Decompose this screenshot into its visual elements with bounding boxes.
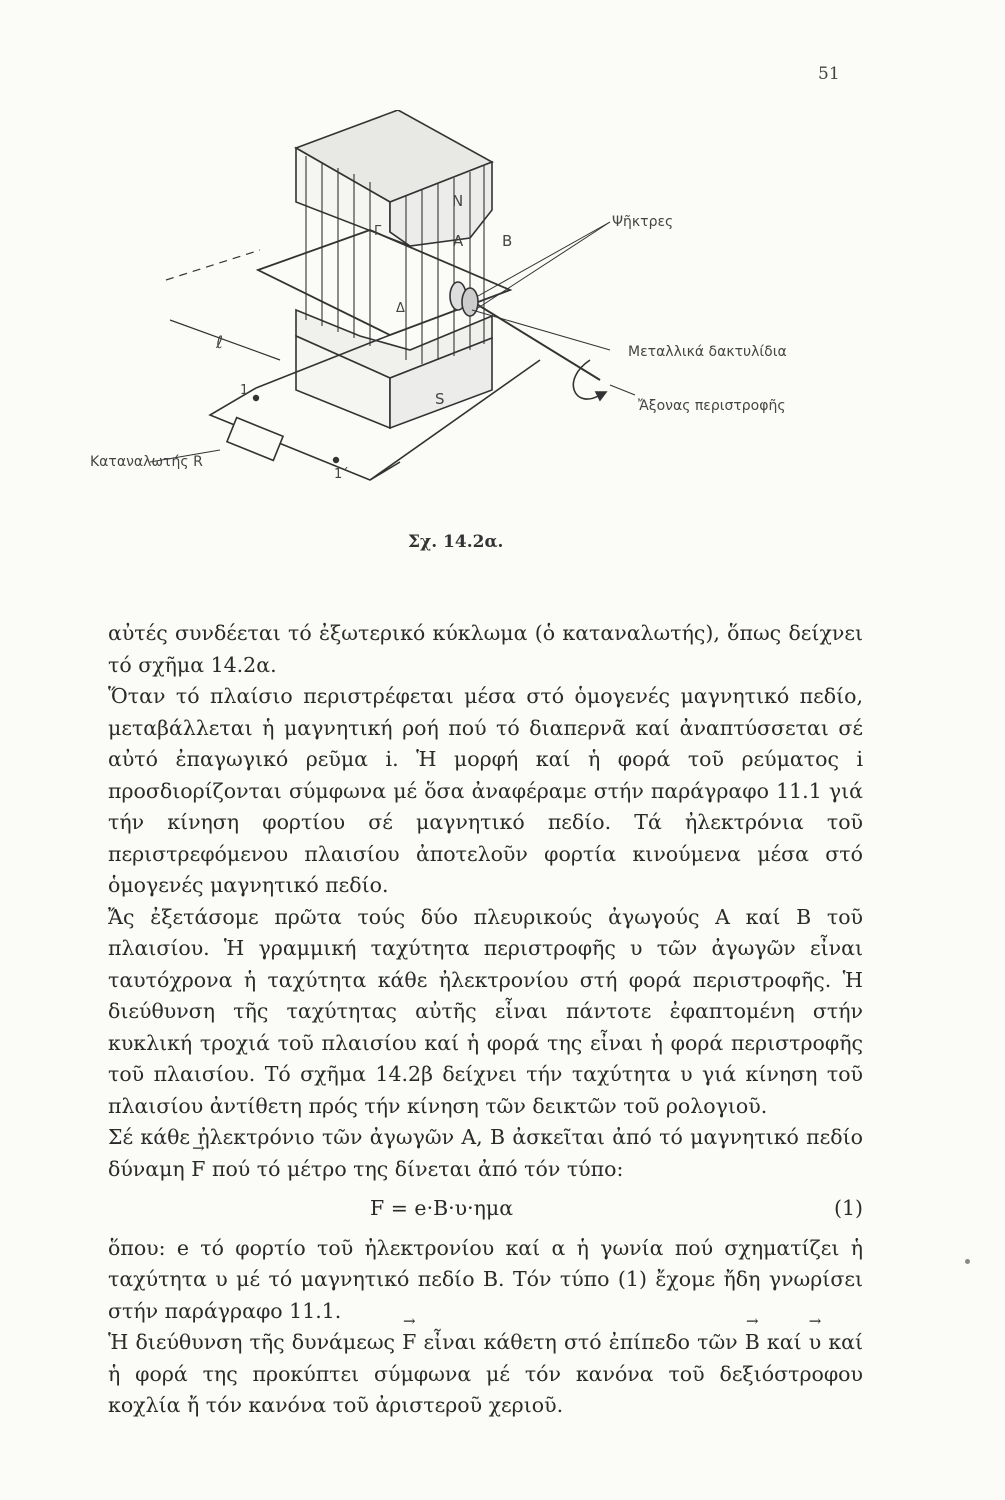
paragraph-5: ὅπου: e τό φορτίο τοῦ ἠλεκτρονίου καί α ἡ γωνία πού σχηματίζει ἡ ταχύτητα υ μέ τό μαγνητικό πεδίο Β. Τόν τύπο (1) ἔχομε ἤδη γνωρίσει στήν παράγραφο 11.1. xyxy=(108,1235,863,1323)
figure-caption: Σχ. 14.2α. xyxy=(408,532,504,552)
stray-mark xyxy=(965,1259,970,1264)
paragraph-4: Σέ κάθε ἠλεκτρόνιο τῶν ἀγωγῶν Α, Β ἀσκεῖται ἀπό τό μαγνητικό πεδίο δύναμη → F πού τό μέτρο της δίνεται ἀπό τόν τύπο: xyxy=(108,1122,863,1185)
generator-diagram xyxy=(70,110,870,530)
body-text xyxy=(108,618,863,1422)
vector-u: → υ xyxy=(809,1327,821,1359)
paragraph-2: Ὅταν τό πλαίσιο περιστρέφεται μέσα στό ὁμογενές μαγνητικό πεδίο, μεταβάλλεται ἡ μαγνητική ροή πού τό διαπερνᾶ καί ἀναπτύσσεται σέ αὐτό ἐπαγωγικό ρεῦμα i. Ἡ μορφή καί ἡ φορά τοῦ ρεύματος i προσδιορίζονται σύμφωνα μέ ὅσα ἀναφέραμε στήν παράγραφο 11.1 γιά τήν κίνηση φορτίου σέ μαγνητικό πεδίο. Τά ἠλεκτρόνια τοῦ περιστρεφόμενου πλαισίου ἀποτελοῦν φορτία κινούμενα μέσα στό ὁμογενές μαγνητικό πεδίο. xyxy=(108,684,863,897)
pole-n-label: N xyxy=(452,192,464,210)
terminal-1-dot xyxy=(253,395,259,401)
length-label: ℓ xyxy=(216,333,224,353)
terminal-1p-label: 1΄ xyxy=(334,467,349,482)
pole-s-label: S xyxy=(435,390,445,408)
conductor-b-label: B xyxy=(502,232,513,250)
formula-1 xyxy=(108,1193,863,1225)
terminal-1-label: 1 xyxy=(240,383,249,398)
slip-rings-label: Μεταλλικά δακτυλίδια xyxy=(628,344,787,360)
figure-generator xyxy=(70,110,870,530)
axis-label: Ἄξονας περιστροφῆς xyxy=(638,398,786,414)
vector-f: → F xyxy=(191,1154,205,1186)
vector-f-2: → F xyxy=(402,1327,416,1359)
conductor-g-label: Γ xyxy=(374,224,382,239)
load-resistor xyxy=(227,418,283,461)
conductor-d-label: Δ xyxy=(396,301,405,316)
brushes-label: Ψῆκτρες xyxy=(612,214,674,230)
formula-expression: F = e·B·υ·ημα xyxy=(370,1196,514,1220)
page-number: 51 xyxy=(818,64,840,84)
formula-number: (1) xyxy=(833,1196,863,1220)
paragraph-3: Ἄς ἐξετάσομε πρῶτα τούς δύο πλευρικούς ἀγωγούς Α καί Β τοῦ πλαισίου. Ἡ γραμμική ταχύτητα περιστροφῆς υ τῶν ἀγωγῶν εἶναι ταυτόχρονα ἡ ταχύτητα κάθε ἠλεκτρονίου στή φορά περιστροφῆς. Ἡ διεύθυνση τῆς ταχύτητας αὐτῆς εἶναι πάντοτε ἐφαπτομένη στήν κυκλική τροχιά τοῦ πλαισίου καί ἡ φορά της εἶναι ἡ φορά περιστροφῆς τοῦ πλαισίου. Τό σχῆμα 14.2β δείχνει τήν ταχύτητα υ γιά κίνηση τοῦ πλαισίου ἀντίθετη πρός τήν κίνηση τῶν δεικτῶν τοῦ ρολογιοῦ. xyxy=(108,904,863,1118)
slip-ring-2 xyxy=(462,288,478,316)
paragraph-6: Ἡ διεύθυνση τῆς δυνάμεως → F εἶναι κάθετη στό ἐπίπεδο τῶν → B καί → υ καί ἡ φορά της προκύπτει σύμφωνα μέ τόν κανόνα τοῦ δεξιόστροφου κοχλία ἤ τόν κανόνα τοῦ ἀριστεροῦ χεριοῦ. xyxy=(108,1327,863,1422)
paragraph-1: αὐτές συνδέεται τό ἐξωτερικό κύκλωμα (ὁ καταναλωτής), ὅπως δείχνει τό σχῆμα 14.2α. xyxy=(108,621,863,677)
vector-b: → B xyxy=(745,1327,760,1359)
terminal-1p-dot xyxy=(333,457,339,463)
conductor-a-label: A xyxy=(453,232,464,250)
load-label: Καταναλωτής R xyxy=(90,454,203,470)
